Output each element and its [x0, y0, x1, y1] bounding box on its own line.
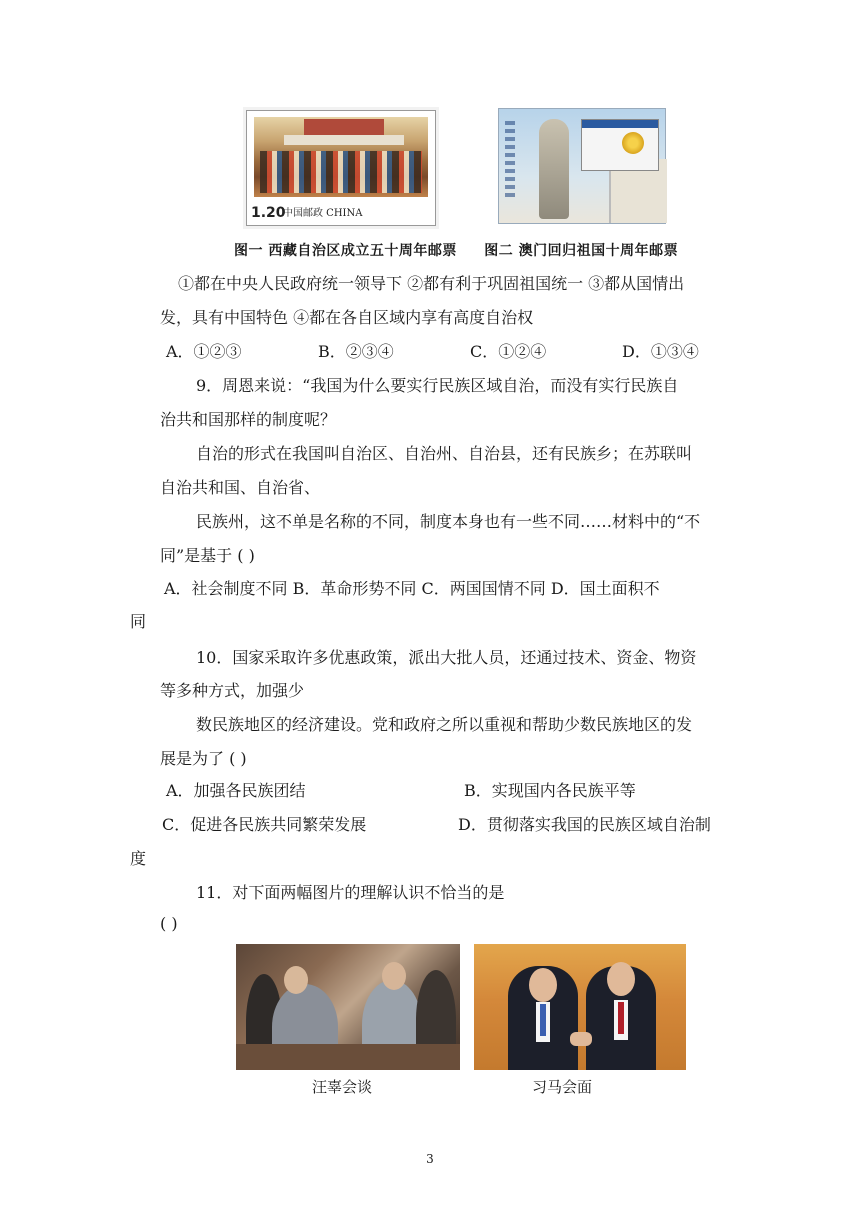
q10-option-d: D．贯彻落实我国的民族区域自治制	[458, 815, 711, 834]
q9-line2: 治共和国那样的制度呢？	[160, 410, 337, 429]
q9-line3: 自治的形式在我国叫自治区、自治州、自治县，还有民族乡；在苏联叫	[196, 444, 693, 463]
lotus-icon	[622, 132, 644, 154]
q10-option-d-wrap: 度	[130, 849, 147, 868]
caption-figure-2: 图二 澳门回归祖国十周年邮票	[484, 243, 679, 259]
q8-statements-line1: ①都在中央人民政府统一领导下 ②都有利于巩固祖国统一 ③都从国情出	[178, 274, 685, 293]
page-number: 3	[426, 1152, 434, 1166]
q9-options-wrap: 同	[130, 612, 147, 631]
stamp-tibet-image	[246, 110, 436, 226]
q9-line1: 9．周恩来说：“我国为什么要实行民族区域自治，而没有实行民族自	[196, 376, 679, 395]
stamp-macau-image	[498, 108, 666, 224]
q10-option-b: B．实现国内各民族平等	[464, 781, 636, 800]
photo-wang-koo-talks	[236, 944, 460, 1070]
q10-line2: 等多种方式，加强少	[160, 681, 305, 700]
q10-option-a: A．加强各民族团结	[166, 781, 306, 800]
q9-line6: 同”是基于 ( )	[160, 546, 255, 565]
q8-option-c: C．①②④	[470, 342, 547, 361]
q10-option-c: C．促进各民族共同繁荣发展	[162, 815, 367, 834]
q8-option-d: D．①③④	[622, 342, 699, 361]
statue-figure	[539, 119, 569, 219]
q9-line4: 自治共和国、自治省、	[160, 478, 321, 497]
stamp-captions	[234, 240, 700, 260]
photo-xi-ma-meeting	[474, 944, 686, 1070]
q11-line2: ( )	[160, 914, 178, 933]
q9-line5: 民族州，这不单是名称的不同，制度本身也有一些不同……材料中的“不	[196, 512, 701, 531]
q10-line3: 数民族地区的经济建设。党和政府之所以重视和帮助少数民族地区的发	[196, 715, 693, 734]
q8-statements-line2: 发，具有中国特色 ④都在各自区域内享有高度自治权	[160, 308, 534, 327]
photo1-caption: 汪辜会谈	[312, 1078, 373, 1096]
caption-figure-1: 图一 西藏自治区成立五十周年邮票	[234, 243, 457, 259]
photo2-caption: 习马会面	[532, 1078, 593, 1096]
q8-option-b: B．②③④	[318, 342, 394, 361]
q10-line4: 展是为了 ( )	[160, 749, 247, 768]
q10-line1: 10．国家采取许多优惠政策，派出大批人员，还通过技术、资金、物资	[196, 648, 697, 667]
stamp-tibet-artwork	[254, 117, 428, 197]
q9-options: A．社会制度不同 B．革命形势不同 C．两国国情不同 D．国土面积不	[164, 579, 660, 598]
stamp-tibet-post-label: 中国邮政 CHINA	[283, 208, 363, 219]
q11-line1: 11．对下面两幅图片的理解认识不恰当的是	[196, 883, 505, 902]
q8-option-a: A．①②③	[166, 342, 242, 361]
stamp-tibet-value: 1.20	[251, 205, 286, 221]
stamp-macau-inner	[581, 119, 659, 171]
